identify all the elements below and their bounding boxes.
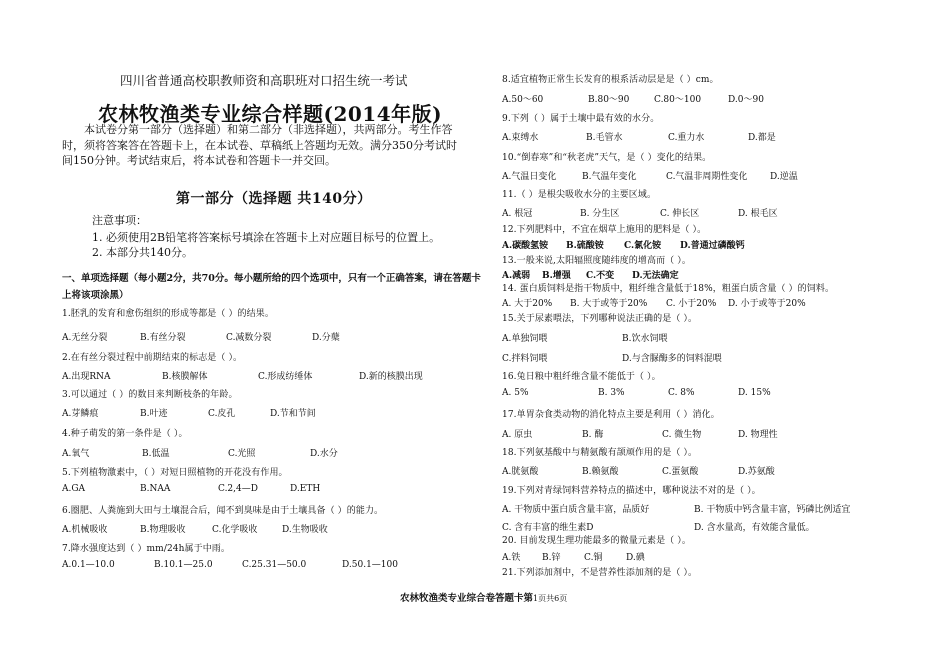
question-10: 10.“倒春寒”和“秋老虎”天气，是（ ）变化的结果。 <box>502 153 712 163</box>
q14-option-a: A. 大于20% <box>502 299 553 309</box>
part1-title: 第一部分（选择题 共140分） <box>176 191 372 207</box>
q18-option-d: D.苏氨酸 <box>738 467 775 477</box>
q11-option-c: C. 伸长区 <box>660 209 700 219</box>
question-5: 5.下列植物激素中，（ ）对短日照植物的开花没有作用。 <box>62 468 288 478</box>
question-21: 21.下列添加剂中，不是营养性添加剂的是（ ）。 <box>502 568 698 578</box>
q17-option-a: A. 原虫 <box>502 430 533 440</box>
q13-option-c: C.不变 <box>586 271 615 281</box>
q12-option-c: C.氯化铵 <box>624 241 662 251</box>
q3-option-b: B.叶迹 <box>140 409 168 419</box>
q6-option-a: A.机械吸收 <box>62 525 108 535</box>
q9-option-a: A.束缚水 <box>502 133 539 143</box>
note-1: 1. 必须使用2B铅笔将答案标号填涂在答题卡上对应题目标号的位置上。 <box>92 231 441 244</box>
question-17: 17.单胃杂食类动物的消化特点主要是利用（ ）消化。 <box>502 410 720 420</box>
q10-option-a: A.气温日变化 <box>502 172 557 182</box>
q18-option-b: B.赖氨酸 <box>582 467 619 477</box>
question-16: 16.兔日粮中粗纤维含量不能低于（ ）。 <box>502 372 661 382</box>
q4-option-c: C.光照 <box>228 449 256 459</box>
q11-option-a: A. 根冠 <box>502 209 533 219</box>
q8-option-d: D.0～90 <box>728 95 764 105</box>
q8-option-a: A.50～60 <box>502 95 544 105</box>
question-4: 4.种子萌发的第一条件是（ ）。 <box>62 429 188 439</box>
q3-option-c: C.皮孔 <box>208 409 236 419</box>
q10-option-c: C.气温非周期性变化 <box>666 172 748 182</box>
q5-option-b: B.NAA <box>140 484 171 494</box>
q14-option-b: B. 大于或等于20% <box>570 299 648 309</box>
question-19: 19.下列对青绿饲料营养特点的描述中，哪种说法不对的是（ ）。 <box>502 486 761 496</box>
q4-option-a: A.氧气 <box>62 449 90 459</box>
q11-option-b: B. 分生区 <box>580 209 620 219</box>
q5-option-c: C.2,4—D <box>218 484 258 494</box>
q9-option-d: D.都是 <box>748 133 776 143</box>
q2-option-b: B.核膜解体 <box>162 372 208 382</box>
q2-option-c: C.形成纺缍体 <box>258 372 313 382</box>
q20-option-b: B.锌 <box>542 553 561 563</box>
question-20: 20. 目前发现生理功能最多的微量元素是（ ）。 <box>502 536 691 546</box>
question-12: 12.下列肥料中，不宜在烟草上施用的肥料是（ ）。 <box>502 225 707 235</box>
q10-option-d: D.逆温 <box>770 172 798 182</box>
q7-option-b: B.10.1—25.0 <box>154 560 213 570</box>
question-6: 6.圈肥、人粪施到大田与土壤混合后，闻不到臭味是由于土壤具备（ ）的能力。 <box>62 506 384 516</box>
q19-option-b: B. 干物质中钙含量丰富，钙磷比例适宜 <box>694 505 851 515</box>
question-15: 15.关于尿素喂法，下列哪种说法正确的是（ ）。 <box>502 314 698 324</box>
q7-option-d: D.50.1—100 <box>342 560 398 570</box>
question-3: 3.可以通过（ ）的数目来判断枝条的年龄。 <box>62 390 238 400</box>
q20-option-d: D.碘 <box>626 553 645 563</box>
q12-option-b: B.硫酸铵 <box>566 241 604 251</box>
question-14: 14. 蛋白质饲料是指干物质中，粗纤维含量低于18%，粗蛋白质含量（ ）的饲料。 <box>502 284 835 294</box>
q13-option-b: B.增强 <box>542 271 571 281</box>
q13-option-d: D.无法确定 <box>632 271 679 281</box>
q14-option-c: C. 小于20% <box>666 299 717 309</box>
footer-title: 农林牧渔类专业综合卷答题卡第 <box>400 593 534 604</box>
q1-option-d: D.分蘖 <box>312 333 340 343</box>
q12-option-d: D.普通过磷酸钙 <box>680 241 745 251</box>
q20-option-c: C.铜 <box>584 553 603 563</box>
q7-option-c: C.25.31—50.0 <box>242 560 307 570</box>
q3-option-d: D.节和节间 <box>270 409 316 419</box>
q13-option-a: A.减弱 <box>502 271 531 281</box>
q17-option-d: D. 物理性 <box>738 430 778 440</box>
question-9: 9.下列（ ）属于土壤中最有效的水分。 <box>502 114 660 124</box>
q20-option-a: A.铁 <box>502 553 521 563</box>
question-13: 13.一般来说,太阳辐照度随纬度的增高而（ ）。 <box>502 256 691 266</box>
q16-option-d: D. 15% <box>738 388 771 398</box>
question-8: 8.适宜植物正常生长发育的根系活动层是是（ ）cm。 <box>502 75 719 85</box>
question-11: 11.（ ）是根尖吸收水分的主要区域。 <box>502 190 657 200</box>
q19-option-a: A. 干物质中蛋白质含量丰富，品质好 <box>502 505 650 515</box>
q19-option-c: C. 含有丰富的维生素D <box>502 523 594 533</box>
footer-page-number: 1页共6页 <box>533 594 568 603</box>
q16-option-a: A. 5% <box>502 388 529 398</box>
q8-option-c: C.80～100 <box>654 95 702 105</box>
q9-option-c: C.重力水 <box>668 133 705 143</box>
question-7: 7.降水强度达到（ ）mm/24h属于中雨。 <box>62 544 230 554</box>
q2-option-a: A.出现RNA <box>62 372 111 382</box>
q18-option-a: A.胱氨酸 <box>502 467 539 477</box>
exam-subtitle: 四川省普通高校职教师资和高职班对口招生统一考试 <box>120 73 408 88</box>
q6-option-c: C.化学吸收 <box>212 525 258 535</box>
q11-option-d: D. 根毛区 <box>738 209 778 219</box>
q6-option-d: D.生物吸收 <box>282 525 328 535</box>
q7-option-a: A.0.1—10.0 <box>62 560 115 570</box>
page-footer <box>400 590 567 604</box>
q15-option-b: B.饮水饲喂 <box>622 334 668 344</box>
q17-option-c: C. 微生物 <box>662 430 702 440</box>
section-title: 一、单项选择题（每小题2分，共70分。每小题所给的四个选项中，只有一个正确答案，请在答题卡上将该项涂黑） <box>62 273 481 301</box>
q5-option-a: A.GA <box>62 484 86 494</box>
q1-option-a: A.无丝分裂 <box>62 333 108 343</box>
q14-option-d: D. 小于或等于20% <box>728 299 806 309</box>
notes-title: 注意事项： <box>92 214 147 227</box>
q4-option-d: D.水分 <box>310 449 338 459</box>
q15-option-c: C.拌料饲喂 <box>502 354 548 364</box>
q1-option-b: B.有丝分裂 <box>140 333 186 343</box>
q16-option-c: C. 8% <box>668 388 695 398</box>
q8-option-b: B.80～90 <box>588 95 630 105</box>
q15-option-a: A.单独饲喂 <box>502 334 548 344</box>
q12-option-a: A.碳酸氢铵 <box>502 241 549 251</box>
q2-option-d: D.新的核膜出现 <box>359 372 423 382</box>
question-18: 18.下列氨基酸中与精氨酸有颉颃作用的是（ ）。 <box>502 448 698 458</box>
q3-option-a: A.芽鳞痕 <box>62 409 99 419</box>
q10-option-b: B.气温年变化 <box>582 172 637 182</box>
q6-option-b: B.物理吸收 <box>140 525 186 535</box>
q5-option-d: D.ETH <box>290 484 321 494</box>
question-1: 1.胚乳的发育和愈伤组织的形成等都是（ ）的结果。 <box>62 309 274 319</box>
q19-option-d: D. 含水量高，有效能含量低。 <box>694 523 815 533</box>
q1-option-c: C.减数分裂 <box>226 333 272 343</box>
q15-option-d: D.与含脲酶多的饲料混喂 <box>622 354 722 364</box>
note-2: 2. 本部分共140分。 <box>92 246 193 259</box>
q4-option-b: B.低温 <box>142 449 170 459</box>
question-2: 2.在有丝分裂过程中前期结束的标志是（ ）。 <box>62 353 243 363</box>
q17-option-b: B. 酶 <box>582 430 604 440</box>
exam-title: 农林牧渔类专业综合样题(2014年版) <box>98 102 443 126</box>
q18-option-c: C.蛋氨酸 <box>662 467 699 477</box>
q9-option-b: B.毛管水 <box>586 133 623 143</box>
q16-option-b: B. 3% <box>598 388 625 398</box>
exam-intro: 本试卷分第一部分（选择题）和第二部分（非选择题），共两部分。考生作答时，须将答案答在答题卡上，在本试卷、草稿纸上答题均无效。满分350分考试时间150分钟。考试结束后，将本试卷和答题卡一并交回。 <box>62 123 457 167</box>
